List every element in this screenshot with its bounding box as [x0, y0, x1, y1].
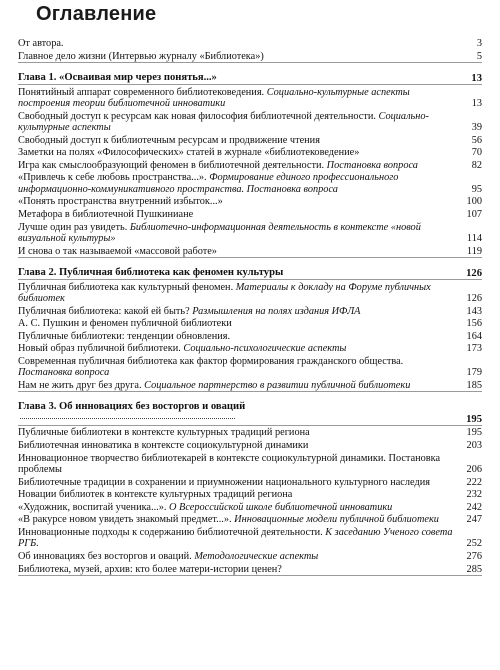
toc-entry-title	[18, 147, 482, 158]
toc-entry-text: Свободный доступ к библиотечным ресурсам и продвижение чтения	[18, 134, 320, 146]
toc-entry-text: Нам не жить друг без друга.	[18, 379, 142, 391]
toc-entry-title	[18, 196, 482, 207]
toc-page-number: 13	[471, 73, 482, 84]
toc-entry[interactable]	[18, 209, 482, 220]
toc-entry-subtitle: Методологические аспекты	[194, 550, 319, 562]
toc-page-number: 156	[466, 318, 482, 330]
toc-page-number: 3	[476, 38, 482, 49]
toc-entry-title	[18, 222, 482, 245]
toc-entry-subtitle: О Всероссийской школе библиотечной инноватики	[169, 501, 393, 513]
toc-entry-title	[18, 38, 482, 49]
toc-entry-title	[18, 306, 482, 317]
toc-entry-text: А. С. Пушкин и феномен публичной библиотеки	[18, 318, 232, 330]
toc-entry[interactable]	[18, 331, 482, 342]
toc-entry-title	[18, 331, 482, 342]
toc-entry[interactable]	[18, 111, 482, 134]
toc-page-number: 164	[466, 330, 482, 342]
toc-entry[interactable]	[18, 502, 482, 513]
toc-entry-subtitle: Инновационные модели публичной библиотеки	[234, 514, 439, 526]
toc-entry-subtitle: Социально-культурные аспекты построения теории библиотечной инноватики	[18, 86, 410, 109]
toc-page-number: 173	[466, 343, 482, 355]
toc-entry-text: Глава 3. Об инновациях без восторгов и оваций	[18, 401, 246, 413]
toc-entry[interactable]	[18, 514, 482, 525]
toc-entry-title	[18, 477, 482, 488]
toc-entry[interactable]	[18, 147, 482, 158]
toc-entry-title	[18, 72, 482, 83]
toc-entry[interactable]	[18, 135, 482, 146]
toc-entry-title	[18, 267, 482, 278]
toc-entry[interactable]	[18, 172, 482, 195]
toc-page-number: 185	[466, 379, 482, 391]
toc-entry-title	[18, 440, 482, 451]
toc-entry[interactable]	[18, 51, 482, 63]
page-title: Оглавление	[36, 3, 157, 25]
toc-entry-title	[18, 343, 482, 354]
toc-page-number: 143	[466, 305, 482, 317]
toc-entry-title	[18, 209, 482, 220]
toc-entry[interactable]	[18, 222, 482, 245]
toc-entry-subtitle: Постановка вопроса	[326, 159, 418, 171]
toc-chapter-heading[interactable]	[18, 267, 482, 280]
toc-entry-text: Игра как смыслообразующий феномен в библиотечной деятельности.	[18, 159, 325, 171]
toc-entry-text: Публичная библиотека: какой ей быть?	[18, 305, 190, 317]
toc-entry-title	[18, 564, 482, 575]
toc-entry-title	[18, 246, 482, 257]
toc-entry[interactable]	[18, 489, 482, 500]
toc-entry-subtitle: Социально-психологические аспекты	[183, 343, 347, 355]
toc-page-number: 232	[466, 489, 482, 501]
toc-entry-text: От автора.	[18, 38, 64, 49]
toc-entry-text: Понятийный аппарат современного библиотековедения.	[18, 86, 265, 98]
toc-page-number: 56	[471, 134, 482, 146]
toc-entry-subtitle: Постановка вопроса	[18, 367, 110, 379]
toc-entry[interactable]	[18, 356, 482, 379]
toc-entry-subtitle: Материалы к докладу на Форуме публичных библиотек	[18, 281, 431, 304]
toc-entry[interactable]	[18, 196, 482, 207]
toc-page-number: 179	[466, 367, 482, 379]
toc-page-number: 203	[466, 439, 482, 451]
toc-entry-title	[18, 160, 482, 171]
toc-entry-text: Новации библиотек в контексте культурных традиций региона	[18, 489, 293, 501]
toc-entry-title	[18, 551, 482, 562]
toc-page-number: 126	[466, 267, 482, 279]
toc-page-number: 276	[466, 550, 482, 562]
toc-entry-subtitle: Социально-культурные аспекты	[18, 110, 429, 133]
toc-page-number: 114	[466, 232, 482, 244]
toc-entry-title	[18, 380, 482, 391]
toc-entry[interactable]	[18, 440, 482, 451]
toc-page-number: 285	[466, 563, 482, 575]
toc-entry-title	[18, 427, 482, 438]
toc-chapter-heading[interactable]	[18, 401, 482, 426]
toc-entry-subtitle: К заседанию Ученого совета РГБ.	[18, 526, 453, 550]
toc-entry[interactable]	[18, 246, 482, 258]
toc-entry-title	[18, 502, 482, 513]
toc-entry-text: Метафора в библиотечной Пушкиниане	[18, 208, 194, 220]
toc-entry-title	[18, 514, 482, 525]
toc-entry-text: Глава 2. Публичная библиотека как феномен культуры	[18, 266, 284, 278]
toc-page-number: 82	[471, 159, 482, 171]
toc-entry-title	[18, 172, 482, 195]
toc-entry-subtitle: Формирование единого профессионального информационно-коммуникативного пространства. Постановка вопроса	[18, 172, 399, 195]
toc-page-number: 195	[466, 427, 482, 439]
toc-entry-text: Главное дело жизни (Интервью журналу «Библиотека»)	[18, 50, 264, 62]
toc-entry-text: Публичные библиотеки: тенденции обновления.	[18, 330, 231, 342]
toc-entry[interactable]	[18, 527, 482, 550]
toc-entry-text: Глава 1. «Осваивая мир через понятья...»	[18, 72, 217, 83]
toc-page-number: 39	[471, 122, 482, 133]
toc-entry-title	[18, 527, 482, 550]
toc-entry-title	[18, 401, 482, 424]
toc-entry[interactable]	[18, 477, 482, 488]
toc-entry[interactable]	[18, 380, 482, 392]
toc-entry[interactable]	[18, 306, 482, 317]
toc-entry-text: «В ракурсе новом увидеть знакомый предмет...».	[18, 514, 232, 526]
toc-page-number: 107	[466, 208, 482, 220]
toc-entry-text: Библиотека, музей, архив: кто более матери-истории ценен?	[18, 563, 282, 575]
toc-entry-text: И снова о так называемой «массовой работе»	[18, 245, 217, 257]
toc-entry[interactable]	[18, 551, 482, 562]
toc-entry[interactable]	[18, 87, 482, 110]
toc-entry[interactable]	[18, 427, 482, 438]
toc-entry-text: «Художник, воспитай ученика...».	[18, 501, 167, 513]
toc-page-number: 5	[476, 50, 482, 62]
table-of-contents	[18, 38, 482, 577]
toc-entry-title	[18, 135, 482, 146]
toc-page-number: 195	[466, 413, 482, 425]
toc-entry-text: Библиотечная инноватика в контексте социокультурной динамики	[18, 439, 309, 451]
toc-entry[interactable]	[18, 343, 482, 354]
toc-entry-text: Свободный доступ к ресурсам как новая философия библиотечной деятельности.	[18, 110, 376, 122]
toc-entry-text: Библиотечные традиции в сохранении и приумножении национального культурного наследия	[18, 476, 430, 488]
toc-page-number: 222	[466, 476, 482, 488]
toc-entry-text: Публичная библиотека как культурный феномен.	[18, 281, 234, 293]
toc-entry-subtitle: Социальное партнерство в развитии публичной библиотеки	[144, 379, 411, 391]
toc-page-number: 100	[466, 196, 482, 208]
toc-entry-subtitle: Размышления на полях издания ИФЛА	[192, 305, 361, 317]
toc-entry-text: Новый образ публичной библиотеки.	[18, 343, 181, 355]
toc-page-number: 206	[466, 463, 482, 475]
toc-entry[interactable]	[18, 453, 482, 476]
toc-entry-title	[18, 87, 482, 110]
toc-page-number: 242	[466, 501, 482, 513]
toc-entry-text: Инновационные подходы к содержанию библиотечной деятельности.	[18, 526, 323, 538]
toc-entry[interactable]	[18, 318, 482, 329]
toc-entry-text: Публичные библиотеки в контексте культурных традиций региона	[18, 427, 310, 439]
toc-entry-title	[18, 356, 482, 379]
toc-page-number: 126	[466, 292, 482, 304]
toc-entry[interactable]	[18, 564, 482, 576]
toc-page-number: 70	[471, 147, 482, 159]
toc-chapter-heading[interactable]	[18, 72, 482, 85]
toc-entry[interactable]	[18, 160, 482, 171]
toc-page-number: 247	[466, 514, 482, 526]
toc-entry[interactable]	[18, 38, 482, 49]
toc-entry-text: «Понять пространства внутренний избыток...»	[18, 196, 223, 208]
toc-entry-text: Инновационное творчество библиотекарей в контексте социокультурной динамики. Постановка проблемы	[18, 452, 441, 475]
toc-page-number: 119	[466, 245, 482, 257]
toc-entry-title	[18, 51, 482, 62]
toc-entry-text: Лучше один раз увидеть.	[18, 221, 128, 233]
toc-page-number: 13	[471, 98, 482, 109]
toc-entry-title	[18, 282, 482, 305]
toc-page-number: 95	[471, 183, 482, 195]
toc-entry-title	[18, 489, 482, 500]
toc-entry-title	[18, 453, 482, 476]
toc-entry-text: Современная публичная библиотека как фактор формирования гражданского общества.	[18, 355, 404, 367]
toc-entry-text: Заметки на полях «Философических» статей в журнале «библиотековедение»	[18, 147, 360, 159]
toc-entry-title	[18, 318, 482, 329]
toc-entry[interactable]	[18, 282, 482, 305]
dot-leader	[20, 418, 235, 419]
toc-entry-subtitle: Библиотечно-информационная деятельность в контексте «новой визуальной культуры»	[18, 221, 421, 244]
toc-entry-text: «Привлечь к себе любовь пространства...».	[18, 172, 207, 184]
toc-entry-text: Об инновациях без восторгов и оваций.	[18, 550, 192, 562]
toc-entry-title	[18, 111, 482, 134]
toc-page-number: 252	[466, 538, 482, 550]
